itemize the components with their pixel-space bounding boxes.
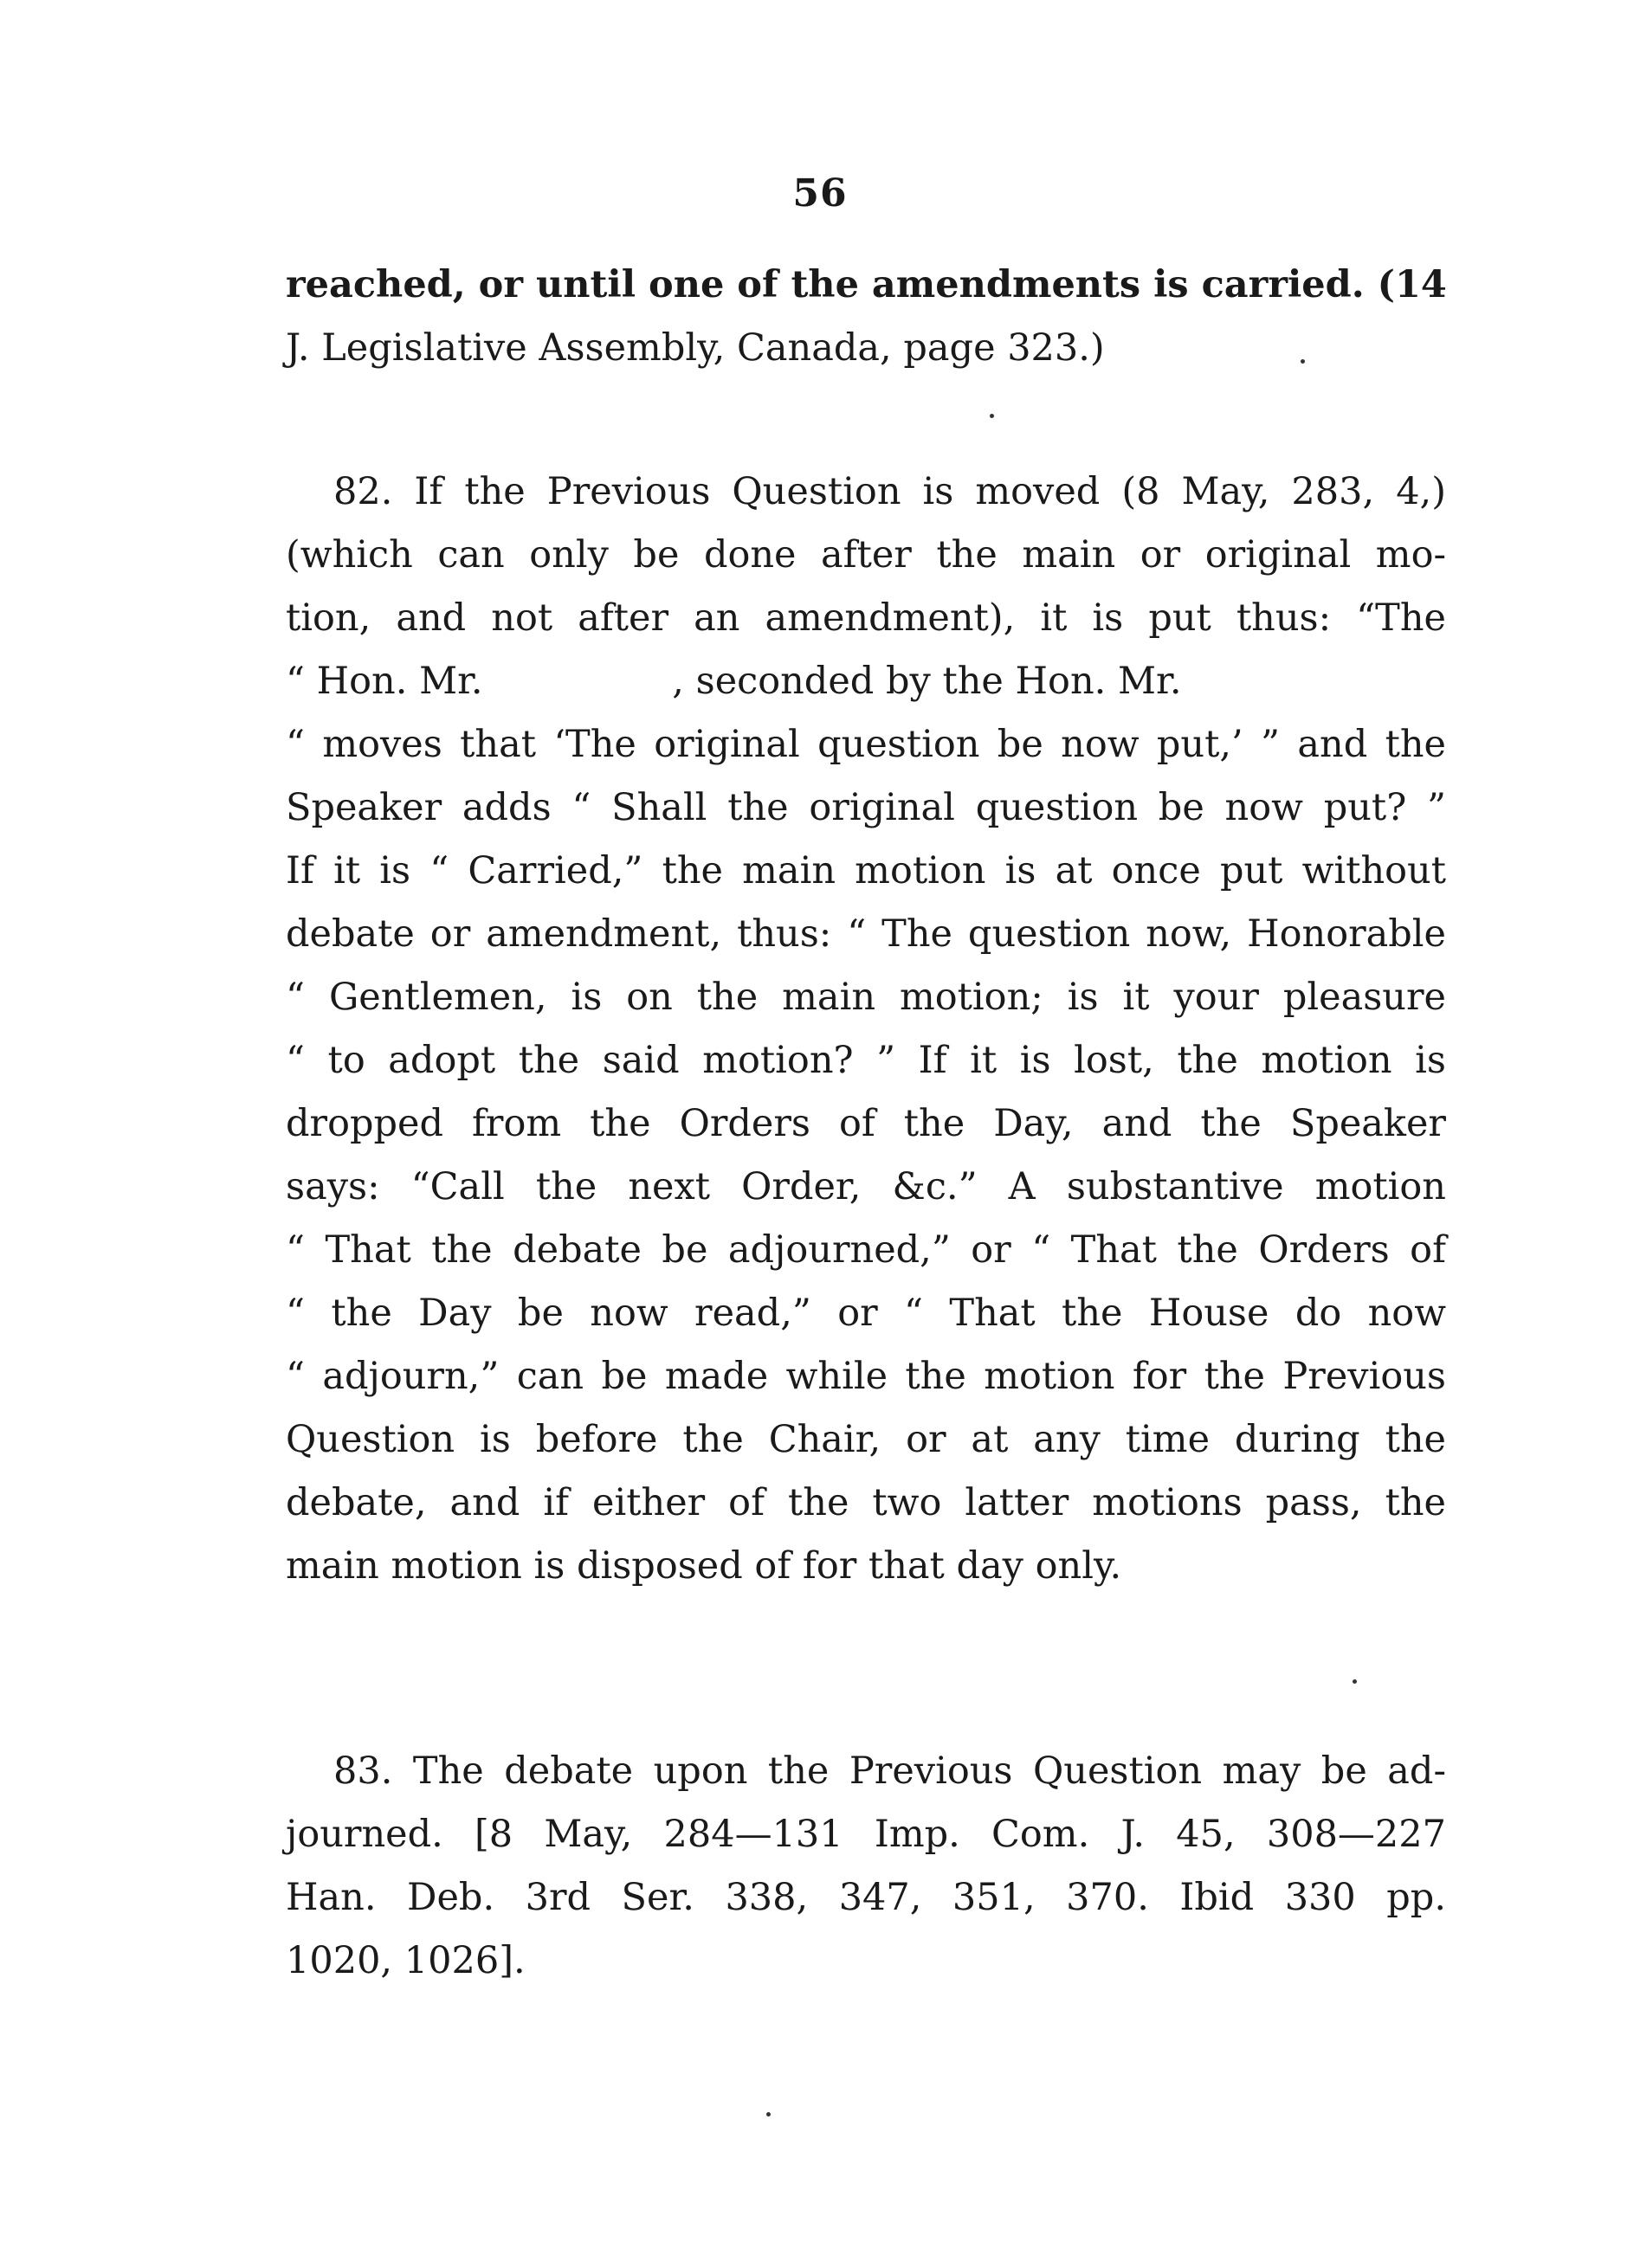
text-line: 83. The debate upon the Previous Question may be ad- xyxy=(333,1749,1446,1793)
text-line: “ adjourn,” can be made while the motion for the Previous xyxy=(286,1355,1446,1398)
scan-speck xyxy=(1353,1679,1357,1684)
continuation-paragraph xyxy=(286,254,1446,380)
text-line: “ Gentlemen, is on the main motion; is it your pleasure xyxy=(286,976,1446,1019)
text-line: Speaker adds “ Shall the original question be now put? ” xyxy=(286,786,1446,829)
text-line: journed. [8 May, 284—131 Imp. Com. J. 45, 308—227 xyxy=(286,1813,1446,1856)
text-line: “ moves that ‘The original question be now put,’ ” and the xyxy=(286,723,1446,766)
text-line: If it is “ Carried,” the main motion is at once put without xyxy=(286,849,1446,892)
section-82-paragraph xyxy=(286,461,1446,1598)
scan-speck xyxy=(766,2112,771,2117)
text-line: dropped from the Orders of the Day, and the Speaker xyxy=(286,1102,1446,1145)
text-line: main motion is disposed of for that day only. xyxy=(286,1544,1122,1588)
text-line: 1020, 1026]. xyxy=(286,1939,526,1982)
text-line: Han. Deb. 3rd Ser. 338, 347, 351, 370. Ibid 330 pp. xyxy=(286,1876,1446,1919)
scan-speck xyxy=(990,414,994,418)
text-line: “ Hon. Mr. , seconded by the Hon. Mr. xyxy=(286,660,1182,703)
scan-speck xyxy=(1301,359,1305,364)
section-83-paragraph xyxy=(286,1740,1446,1993)
text-line: J. Legislative Assembly, Canada, page 323.) xyxy=(286,326,1105,370)
text-line: “ That the debate be adjourned,” or “ That the Orders of xyxy=(286,1228,1446,1272)
text-line: 82. If the Previous Question is moved (8 May, 283, 4,) xyxy=(333,470,1446,513)
text-line: debate or amendment, thus: “ The question now, Honorable xyxy=(286,912,1446,956)
text-line: Question is before the Chair, or at any time during the xyxy=(286,1418,1446,1461)
text-line: (which can only be done after the main or original mo- xyxy=(286,533,1446,577)
text-line: tion, and not after an amendment), it is put thus: “The xyxy=(286,596,1446,640)
text-line: reached, or until one of the amendments is carried. (14 xyxy=(286,263,1447,306)
page-number: 56 xyxy=(792,171,848,216)
text-line: says: “Call the next Order, &c.” A substantive motion xyxy=(286,1165,1446,1208)
text-line: “ to adopt the said motion? ” If it is lost, the motion is xyxy=(286,1039,1446,1082)
text-line: “ the Day be now read,” or “ That the House do now xyxy=(286,1292,1446,1335)
text-line: debate, and if either of the two latter motions pass, the xyxy=(286,1481,1446,1524)
